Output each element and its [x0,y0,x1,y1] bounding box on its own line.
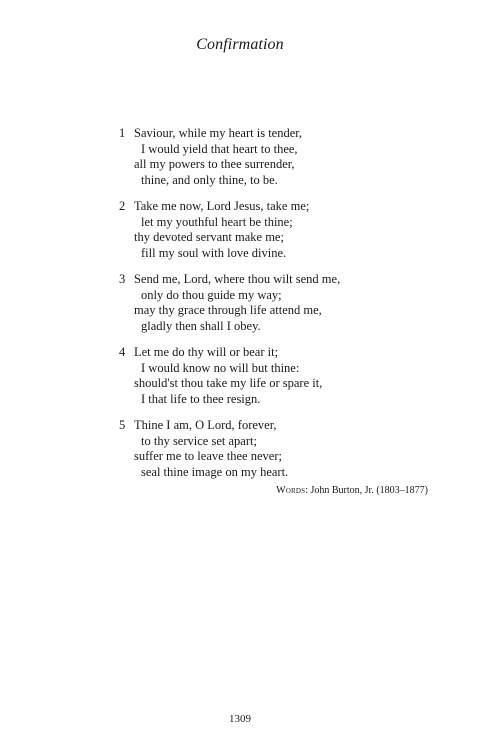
stanza-line: seal thine image on my heart. [141,464,289,479]
stanza-number: 5 [119,418,126,432]
stanza-line: let my youthful heart be thine; [141,214,293,229]
stanza-line: to thy service set apart; [141,433,257,448]
stanza-4 [119,345,419,407]
stanza-line: Saviour, while my heart is tender, [134,126,303,140]
stanza-line: Let me do thy will or bear it; [134,345,279,359]
stanza-line: Send me, Lord, where thou wilt send me, [134,272,341,286]
stanza-line: Take me now, Lord Jesus, take me; [134,199,310,213]
stanza-number: 1 [119,126,126,140]
stanza-number: 2 [119,199,126,213]
stanza-3 [119,272,419,334]
stanza-2 [119,199,419,261]
page-number: 1309 [229,713,251,725]
stanza-line: thine, and only thine, to be. [141,172,278,187]
stanza-line: I that life to thee resign. [141,391,261,406]
stanza-line: fill my soul with love divine. [141,245,287,260]
stanza-line: gladly then shall I obey. [141,318,261,333]
stanza-number: 4 [119,345,126,359]
stanza-line: thy devoted servant make me; [134,230,284,244]
stanza-line: suffer me to leave thee never; [134,449,282,463]
stanza-line: only do thou guide my way; [141,287,282,302]
credit-text: : John Burton, Jr. (1803–1877) [305,485,428,496]
stanza-5 [119,418,419,480]
stanza-number: 3 [119,272,126,286]
stanza-1 [119,126,419,188]
stanza-line: Thine I am, O Lord, forever, [134,418,277,432]
stanza-line: I would yield that heart to thee, [141,141,298,156]
words-credit [276,485,428,496]
stanza-line: all my powers to thee surrender, [134,157,295,171]
stanza-line: may thy grace through life attend me, [134,303,322,317]
stanza-line: I would know no will but thine: [141,360,300,375]
stanza-line: should'st thou take my life or spare it, [134,376,323,390]
credit-label: Words [276,485,306,496]
hymn-text [119,126,419,491]
page-title: Confirmation [196,36,284,53]
